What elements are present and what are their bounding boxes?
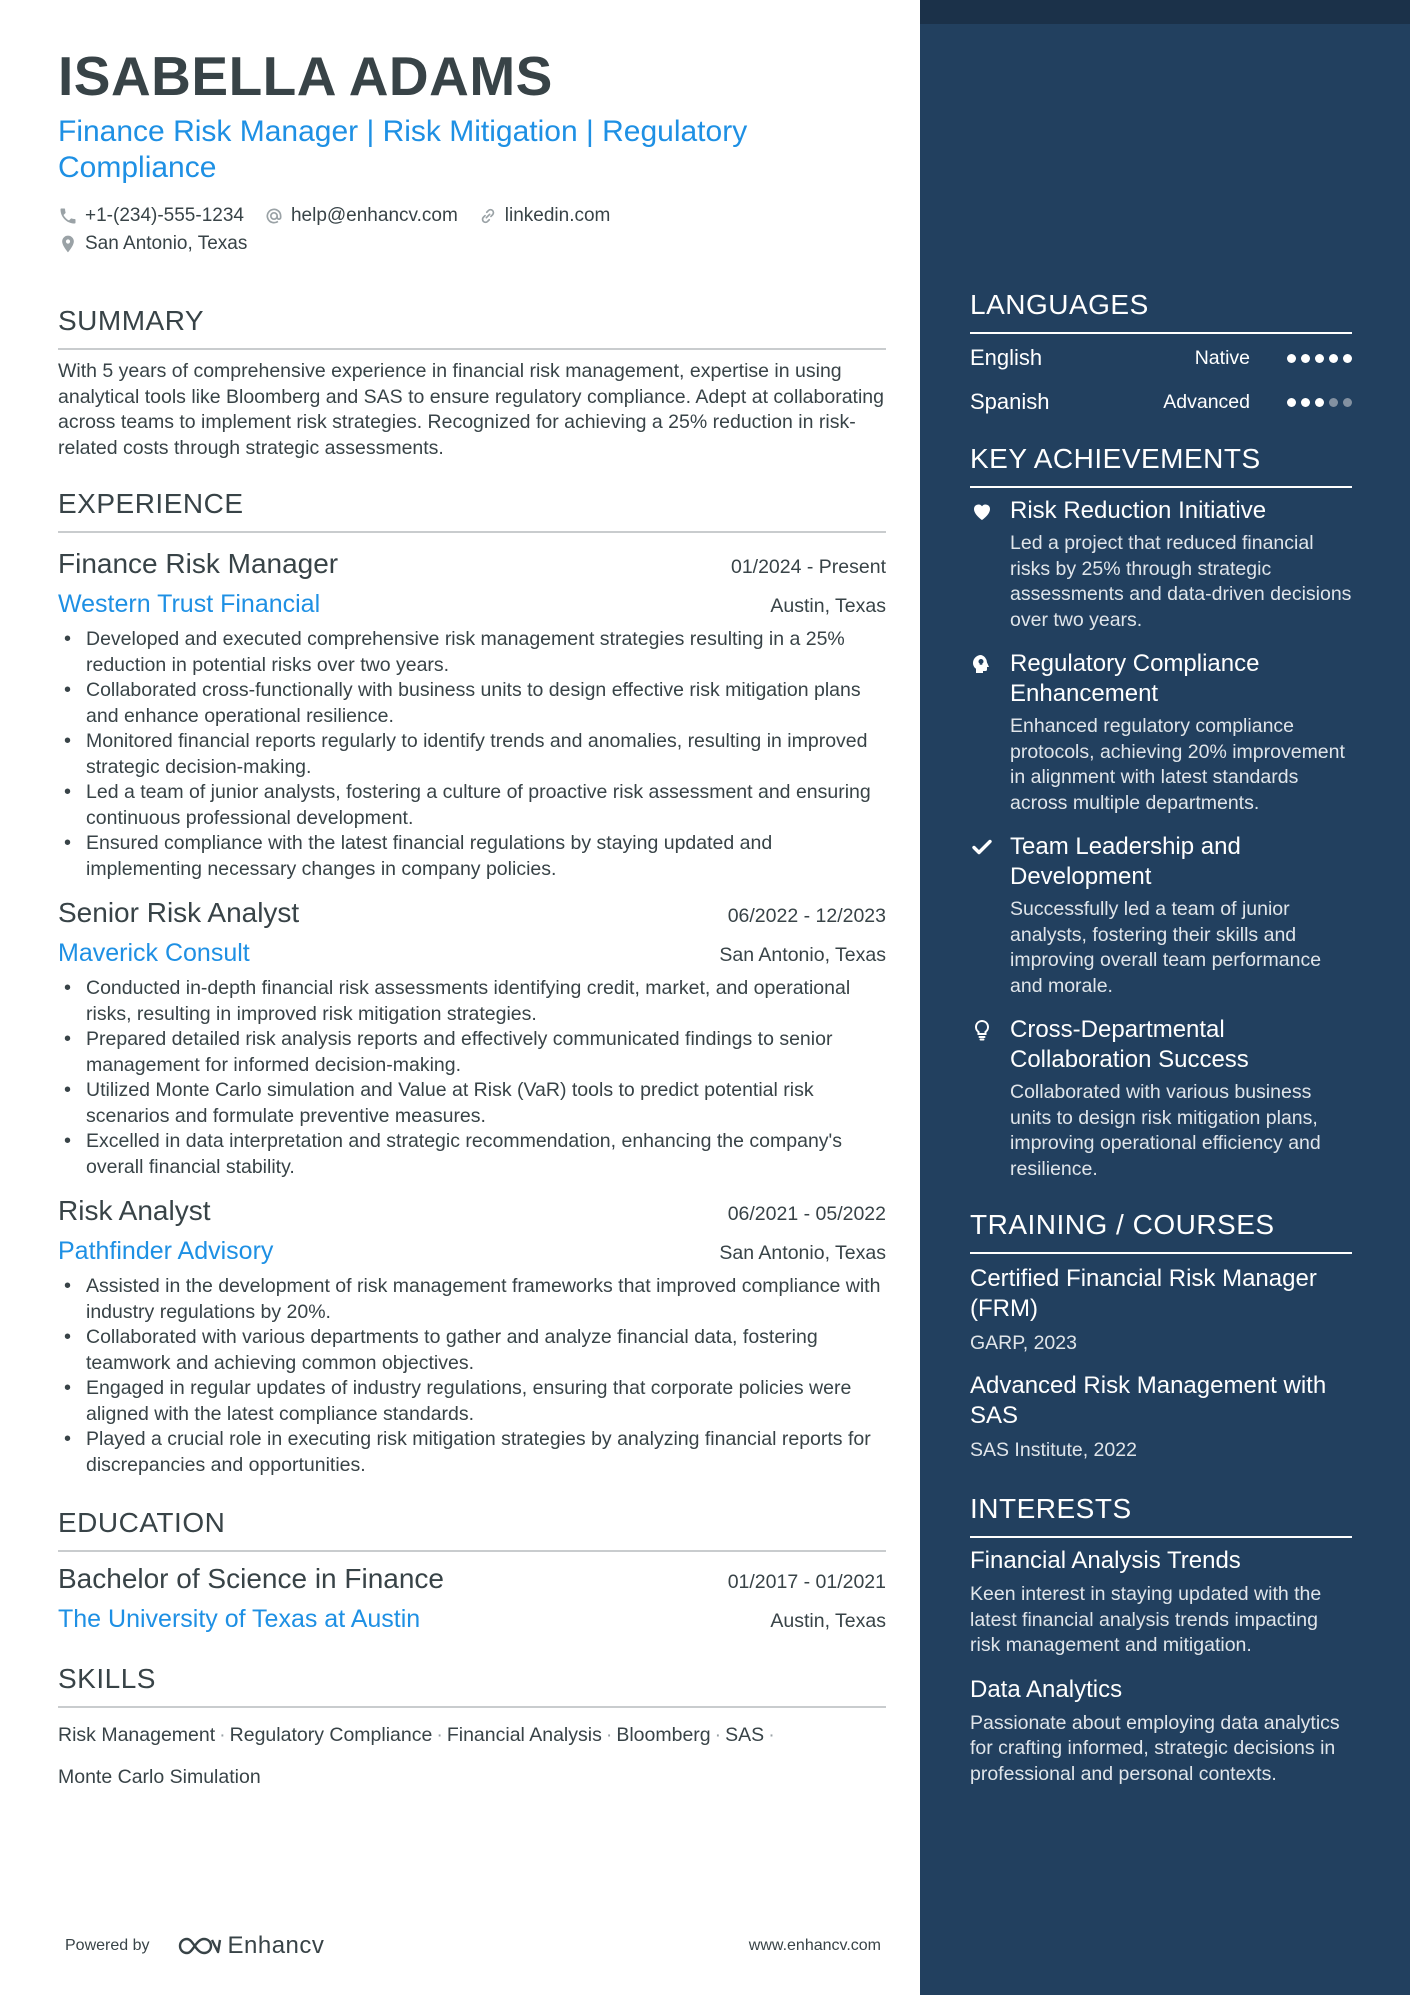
education-location: Austin, Texas	[770, 1610, 886, 1632]
skill-separator: ·	[605, 1724, 613, 1746]
skill-item: SAS	[725, 1724, 765, 1746]
job-title: Finance Risk Manager	[58, 548, 339, 579]
job-company: Pathfinder Advisory	[58, 1237, 274, 1265]
job-date: 06/2022 - 12/2023	[727, 905, 886, 927]
enhancv-logo[interactable]	[176, 1932, 325, 1960]
skill-item: Bloomberg	[616, 1724, 711, 1746]
filled-dot	[1301, 354, 1310, 363]
course-item	[970, 1371, 1352, 1462]
language-level: Native	[1194, 346, 1250, 369]
achievement-item	[970, 1015, 1352, 1182]
at-icon	[264, 206, 284, 226]
skills-section	[58, 1662, 886, 1798]
skill-item: Financial Analysis	[446, 1724, 602, 1746]
interest-desc: Keen interest in staying updated with the latest financial analysis trends impacting risk management and mitigation.	[970, 1583, 1322, 1656]
linkedin-contact[interactable]	[478, 205, 611, 227]
achievement-title: Team Leadership and Development	[1010, 833, 1241, 890]
achievement-title: Cross-Departmental Collaboration Success	[1010, 1016, 1249, 1073]
candidate-name: ISABELLA ADAMS	[58, 45, 553, 107]
languages-section	[970, 288, 1352, 424]
education-date: 01/2017 - 01/2021	[727, 1571, 886, 1593]
proficiency-dots	[1282, 398, 1352, 407]
filled-dot	[1315, 354, 1324, 363]
job-bullets	[58, 976, 886, 1180]
language-item	[970, 336, 1352, 380]
filled-dot	[1329, 354, 1338, 363]
achievement-desc: Enhanced regulatory compliance protocols, achieving 20% improvement in alignment with latest standards across multiple departments.	[1010, 715, 1345, 814]
job-bullets	[58, 627, 886, 882]
achievement-desc: Successfully led a team of junior analysts, fostering their skills and improving overall team performance and morale.	[1010, 898, 1322, 997]
bullet-item: • Prepared detailed risk analysis reports and effectively communicated findings to senior management for informed decision-making.	[58, 1027, 886, 1078]
filled-dot	[1301, 398, 1310, 407]
achievements-heading: KEY ACHIEVEMENTS	[970, 443, 1261, 474]
language-item	[970, 380, 1352, 424]
email-contact[interactable]	[264, 205, 458, 227]
achievements-section	[970, 442, 1352, 1182]
empty-dot	[1343, 398, 1352, 407]
brand-name: Enhancv	[227, 1932, 325, 1959]
interest-title: Data Analytics	[970, 1675, 1123, 1703]
phone-contact[interactable]	[58, 205, 244, 227]
bullet-item: • Ensured compliance with the latest financial regulations by staying updated and implementing necessary changes in company policies.	[58, 831, 886, 882]
footer-url[interactable]: www.enhancv.com	[748, 1937, 881, 1954]
phone-text: +1-(234)-555-1234	[85, 205, 244, 226]
sidebar-content	[970, 288, 1352, 1787]
achievement-desc: Led a project that reduced financial risks by 25% through strategic assessments and data-driven decisions over two years.	[1010, 532, 1352, 631]
bullet-item: • Engaged in regular updates of industry regulations, ensuring that corporate policies were aligned with the latest compliance standards.	[58, 1376, 886, 1427]
achievement-desc: Collaborated with various business units to design risk mitigation plans, improving operational efficiency and resilience.	[1010, 1081, 1321, 1180]
course-provider: SAS Institute, 2022	[970, 1439, 1137, 1461]
filled-dot	[1315, 398, 1324, 407]
job-title: Senior Risk Analyst	[58, 897, 300, 928]
job-company: Western Trust Financial	[58, 590, 321, 618]
contact-info	[58, 202, 886, 258]
brain-icon	[970, 652, 996, 678]
achievement-title: Regulatory Compliance Enhancement	[1010, 650, 1260, 707]
course-provider: GARP, 2023	[970, 1332, 1077, 1354]
bullet-item: • Developed and executed comprehensive risk management strategies resulting in a 25% reduction in potential risks over two years.	[58, 627, 886, 678]
bullet-item: • Excelled in data interpretation and strategic recommendation, enhancing the company's overall financial stability.	[58, 1129, 886, 1180]
footer	[65, 1926, 881, 1966]
interest-title: Financial Analysis Trends	[970, 1547, 1241, 1574]
skill-separator: ·	[714, 1724, 722, 1746]
training-divider	[970, 1252, 1352, 1254]
skill-separator: ·	[436, 1724, 443, 1746]
achievement-title: Risk Reduction Initiative	[1010, 497, 1267, 524]
summary-section	[58, 304, 886, 461]
bullet-item: • Collaborated with various departments to gather and analyze financial data, fostering teamwork and achieving common objectives.	[58, 1325, 886, 1376]
job-entry	[58, 547, 886, 882]
skill-separator: ·	[219, 1724, 226, 1746]
language-level: Advanced	[1163, 390, 1250, 413]
check-icon	[970, 835, 996, 861]
summary-text: With 5 years of comprehensive experience in financial risk management, expertise in using analytical tools like Bloomberg and SAS to ensure regulatory compliance. Adept at collaborating across teams to implement risk strategies. Recognized for achieving a 25% reduction in risk-related costs through strategic assessments.	[58, 360, 884, 459]
bullet-item: • Led a team of junior analysts, fostering a culture of proactive risk assessment and ensuring continuous professional development.	[58, 780, 886, 831]
achievements-divider	[970, 486, 1352, 488]
training-section	[970, 1208, 1352, 1462]
education-heading: EDUCATION	[58, 1507, 226, 1538]
job-date: 06/2021 - 05/2022	[727, 1203, 886, 1225]
school: The University of Texas at Austin	[58, 1605, 421, 1633]
filled-dot	[1343, 354, 1352, 363]
skill-separator: ·	[768, 1724, 775, 1746]
empty-dot	[1329, 398, 1338, 407]
headline: Finance Risk Manager | Risk Mitigation | Regulatory Compliance	[58, 115, 748, 184]
phone-icon	[58, 206, 78, 226]
job-company: Maverick Consult	[58, 939, 250, 967]
skills-heading: SKILLS	[58, 1663, 156, 1694]
achievement-item	[970, 496, 1352, 633]
proficiency-dots	[1282, 354, 1352, 363]
heart-icon	[970, 499, 996, 525]
language-name: Spanish	[970, 389, 1050, 414]
job-bullets	[58, 1274, 886, 1478]
email-text: help@enhancv.com	[290, 205, 458, 226]
sidebar	[920, 0, 1410, 1995]
job-entry	[58, 896, 886, 1180]
interest-item	[970, 1546, 1352, 1659]
location-contact	[58, 233, 247, 255]
enhancv-logo-icon	[176, 1934, 222, 1958]
skill-item: Regulatory Compliance	[229, 1724, 433, 1746]
languages-heading: LANGUAGES	[970, 289, 1149, 320]
languages-divider	[970, 332, 1352, 334]
location-text: San Antonio, Texas	[85, 233, 248, 254]
experience-divider	[58, 531, 886, 533]
language-name: English	[970, 345, 1043, 370]
degree: Bachelor of Science in Finance	[58, 1563, 444, 1594]
skill-item: Monte Carlo Simulation	[58, 1766, 261, 1788]
lightbulb-icon	[970, 1018, 996, 1044]
job-date: 01/2024 - Present	[730, 556, 886, 578]
location-pin-icon	[58, 234, 78, 254]
skills-divider	[58, 1706, 886, 1708]
bullet-item: • Conducted in-depth financial risk assessments identifying credit, market, and operational risks, resulting in improved risk mitigation strategies.	[58, 976, 886, 1027]
course-item	[970, 1264, 1352, 1355]
education-entry	[58, 1562, 886, 1634]
interests-heading: INTERESTS	[970, 1493, 1132, 1524]
bullet-item: • Assisted in the development of risk management frameworks that improved compliance with industry regulations by 20%.	[58, 1274, 886, 1325]
job-location: San Antonio, Texas	[719, 1242, 886, 1264]
training-heading: TRAINING / COURSES	[970, 1209, 1275, 1240]
filled-dot	[1287, 354, 1296, 363]
powered-by-text: Powered by	[65, 1937, 150, 1954]
course-title: Advanced Risk Management with SAS	[970, 1372, 1327, 1429]
linkedin-text: linkedin.com	[504, 205, 611, 226]
job-location: Austin, Texas	[770, 595, 886, 617]
education-divider	[58, 1550, 886, 1552]
job-title: Risk Analyst	[58, 1195, 211, 1226]
bullet-item: • Utilized Monte Carlo simulation and Value at Risk (VaR) tools to predict potential risk scenarios and formulate preventive measures.	[58, 1078, 886, 1129]
interest-item	[970, 1675, 1352, 1788]
sidebar-top-band	[920, 0, 1410, 24]
skills-list	[58, 1714, 886, 1798]
main-column	[58, 40, 886, 1798]
experience-heading: EXPERIENCE	[58, 488, 244, 519]
course-title: Certified Financial Risk Manager (FRM)	[970, 1265, 1317, 1322]
achievement-item	[970, 649, 1352, 816]
education-section	[58, 1506, 886, 1634]
bullet-item: • Collaborated cross-functionally with business units to design effective risk mitigation plans and enhance operational resilience.	[58, 678, 886, 729]
filled-dot	[1287, 398, 1296, 407]
interests-section	[970, 1492, 1352, 1787]
job-location: San Antonio, Texas	[719, 944, 886, 966]
achievement-item	[970, 832, 1352, 999]
summary-divider	[58, 348, 886, 350]
interest-desc: Passionate about employing data analytics for crafting informed, strategic decisions in professional and personal contexts.	[970, 1711, 1340, 1785]
experience-section	[58, 487, 886, 1478]
bullet-item: • Played a crucial role in executing risk mitigation strategies by analyzing financial reports for discrepancies and opportunities.	[58, 1427, 886, 1478]
job-entry	[58, 1194, 886, 1478]
interests-divider	[970, 1536, 1352, 1538]
skill-item: Risk Management	[58, 1724, 216, 1746]
link-icon	[478, 206, 498, 226]
summary-heading: SUMMARY	[58, 305, 205, 336]
bullet-item: • Monitored financial reports regularly to identify trends and anomalies, resulting in improved strategic decision-making.	[58, 729, 886, 780]
